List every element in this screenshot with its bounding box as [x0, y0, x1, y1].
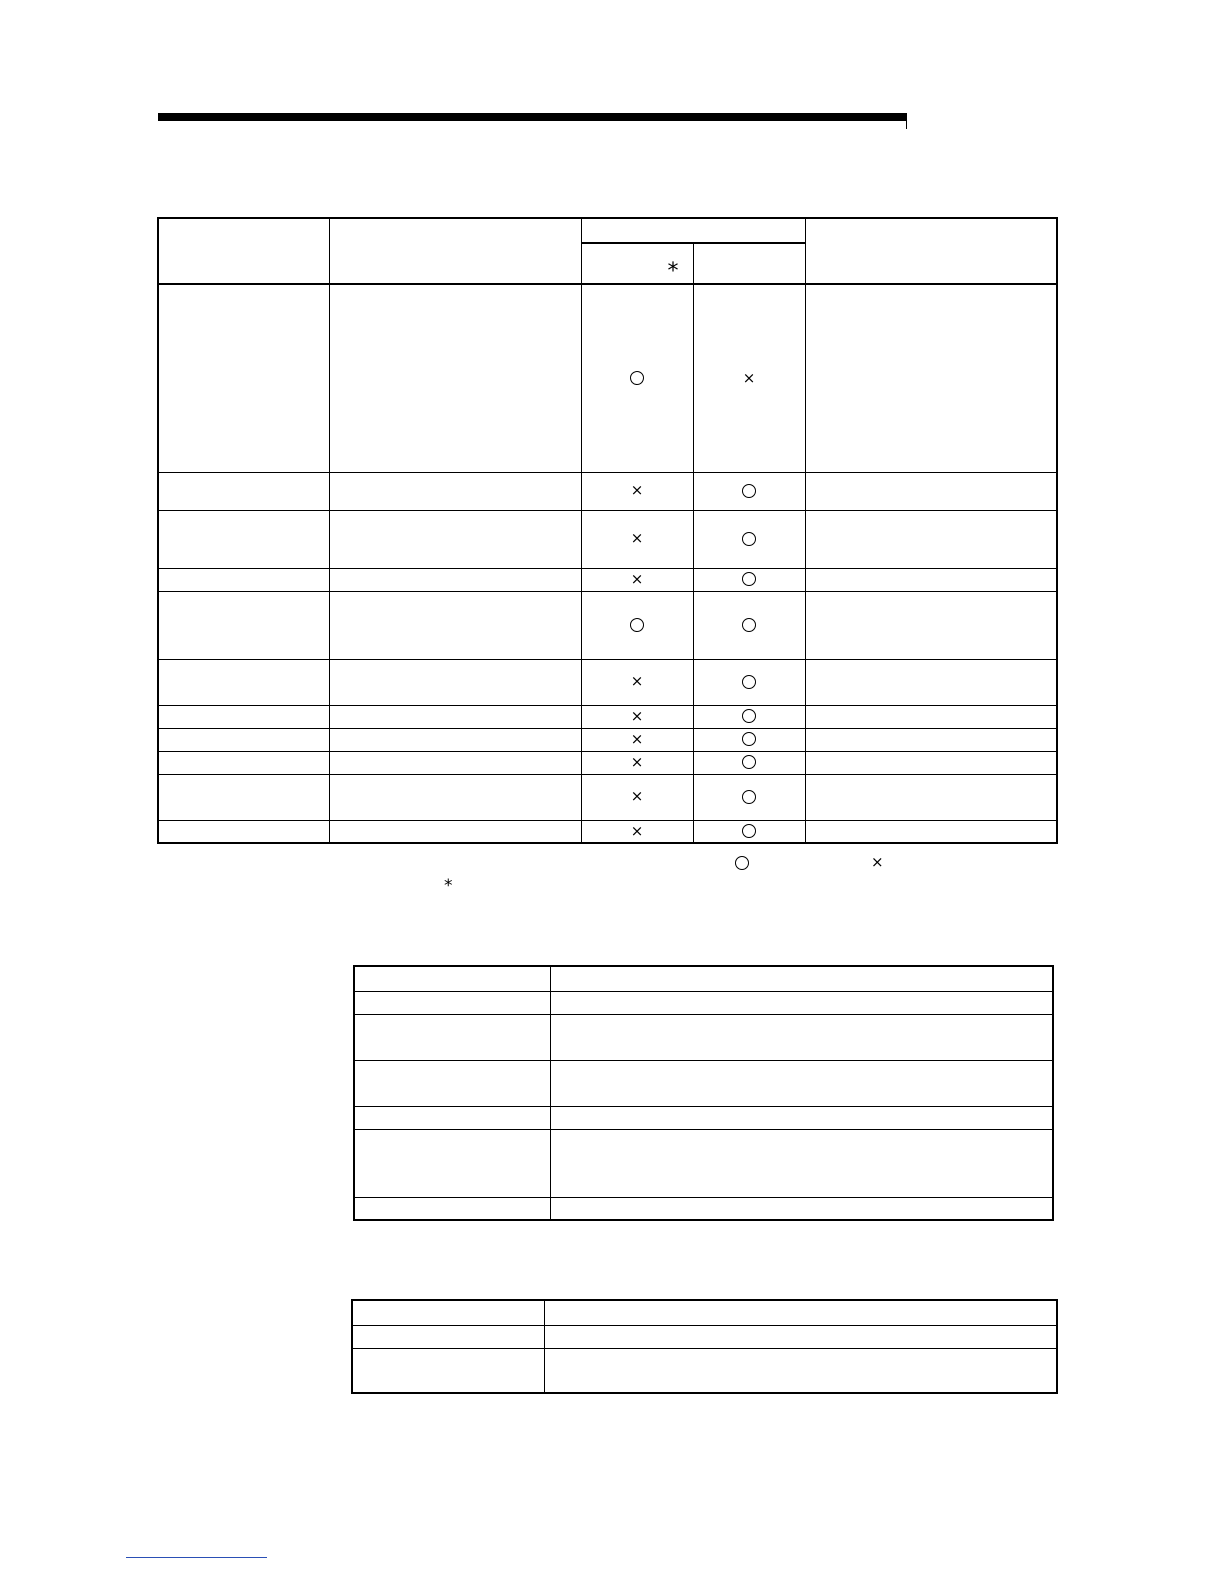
cross-icon: ×	[630, 821, 644, 840]
table-row	[158, 568, 1057, 591]
legend-circle-icon	[735, 856, 749, 870]
support-cell-b	[693, 568, 805, 591]
item-cell	[158, 510, 329, 568]
remarks-cell	[805, 751, 1057, 774]
item-cell	[158, 728, 329, 751]
table-cell	[550, 1197, 1053, 1220]
description-cell	[329, 751, 581, 774]
circle-icon	[742, 618, 756, 632]
table-row	[158, 510, 1057, 568]
circle-icon	[630, 618, 644, 632]
definition-table-2	[351, 1299, 1058, 1394]
compatibility-table	[157, 217, 1058, 844]
support-cell-b	[693, 751, 805, 774]
support-cell-a	[581, 705, 693, 728]
header-description	[329, 218, 581, 284]
table-cell	[352, 1300, 544, 1325]
circle-icon	[742, 790, 756, 804]
definition-table-1	[353, 965, 1054, 1221]
support-cell-a	[581, 728, 693, 751]
table-row	[158, 774, 1057, 820]
support-cell-a	[581, 568, 693, 591]
cross-icon: ×	[630, 752, 644, 771]
table-row	[158, 705, 1057, 728]
table-cell	[544, 1300, 1057, 1325]
support-cell-b	[693, 591, 805, 659]
footnote-asterisk: *	[444, 876, 453, 896]
header-col-b	[693, 243, 805, 284]
description-cell	[329, 284, 581, 472]
item-cell	[158, 820, 329, 843]
table-cell	[550, 1129, 1053, 1197]
support-cell-b	[693, 728, 805, 751]
item-cell	[158, 284, 329, 472]
header-rule	[158, 113, 907, 121]
support-cell-a	[581, 751, 693, 774]
table-cell	[550, 966, 1053, 991]
item-cell	[158, 591, 329, 659]
support-cell-b	[693, 774, 805, 820]
table-row	[158, 591, 1057, 659]
support-cell-b	[693, 705, 805, 728]
table-cell	[544, 1348, 1057, 1393]
table-cell	[550, 1106, 1053, 1129]
cross-icon: ×	[630, 729, 644, 748]
circle-icon	[742, 532, 756, 546]
cross-icon: ×	[630, 706, 644, 725]
support-cell-a	[581, 820, 693, 843]
remarks-cell	[805, 705, 1057, 728]
item-cell	[158, 472, 329, 510]
remarks-cell	[805, 284, 1057, 472]
support-cell-a	[581, 774, 693, 820]
item-cell	[158, 751, 329, 774]
support-cell-b	[693, 820, 805, 843]
description-cell	[329, 659, 581, 705]
remarks-cell	[805, 591, 1057, 659]
table-row	[158, 284, 1057, 472]
description-cell	[329, 728, 581, 751]
table-cell	[550, 1014, 1053, 1060]
circle-icon	[742, 675, 756, 689]
circle-icon	[742, 484, 756, 498]
header-remarks	[805, 218, 1057, 284]
cross-icon: ×	[742, 368, 756, 387]
support-cell-a	[581, 659, 693, 705]
remarks-cell	[805, 510, 1057, 568]
item-cell	[158, 774, 329, 820]
header-item	[158, 218, 329, 284]
circle-icon	[742, 824, 756, 838]
table-row	[158, 728, 1057, 751]
table-cell	[354, 966, 550, 991]
description-cell	[329, 705, 581, 728]
support-cell-b	[693, 472, 805, 510]
header-col-a	[581, 243, 693, 284]
circle-icon	[742, 709, 756, 723]
table-cell	[354, 1014, 550, 1060]
description-cell	[329, 820, 581, 843]
legend-cross-icon: ×	[871, 853, 884, 871]
table-cell	[352, 1348, 544, 1393]
circle-icon	[630, 371, 644, 385]
asterisk-mark: *	[667, 259, 679, 284]
description-cell	[329, 568, 581, 591]
cross-icon: ×	[630, 481, 644, 500]
remarks-cell	[805, 472, 1057, 510]
cross-icon: ×	[630, 787, 644, 806]
header-rule-tick	[906, 121, 907, 129]
support-cell-a	[581, 591, 693, 659]
header-group	[581, 218, 805, 243]
support-cell-b	[693, 659, 805, 705]
table-row	[158, 472, 1057, 510]
remarks-cell	[805, 728, 1057, 751]
table-cell	[354, 1060, 550, 1106]
table-row	[158, 820, 1057, 843]
cross-icon: ×	[630, 672, 644, 691]
table-row	[158, 751, 1057, 774]
support-cell-b	[693, 510, 805, 568]
remarks-cell	[805, 568, 1057, 591]
table-cell	[550, 991, 1053, 1014]
support-cell-a	[581, 472, 693, 510]
remarks-cell	[805, 774, 1057, 820]
table-cell	[354, 1197, 550, 1220]
item-cell	[158, 659, 329, 705]
table-cell	[354, 1106, 550, 1129]
circle-icon	[742, 755, 756, 769]
circle-icon	[742, 732, 756, 746]
table-cell	[354, 991, 550, 1014]
table-cell	[550, 1060, 1053, 1106]
support-cell-b	[693, 284, 805, 472]
description-cell	[329, 774, 581, 820]
remarks-cell	[805, 659, 1057, 705]
description-cell	[329, 510, 581, 568]
item-cell	[158, 705, 329, 728]
remarks-cell	[805, 820, 1057, 843]
cross-icon: ×	[630, 529, 644, 548]
cross-icon: ×	[630, 569, 644, 588]
table-row	[158, 659, 1057, 705]
table-cell	[544, 1325, 1057, 1348]
support-cell-a	[581, 284, 693, 472]
support-cell-a	[581, 510, 693, 568]
table-cell	[354, 1129, 550, 1197]
description-cell	[329, 472, 581, 510]
description-cell	[329, 591, 581, 659]
item-cell	[158, 568, 329, 591]
table-cell	[352, 1325, 544, 1348]
circle-icon	[742, 572, 756, 586]
footer-link-underline	[126, 1557, 267, 1558]
